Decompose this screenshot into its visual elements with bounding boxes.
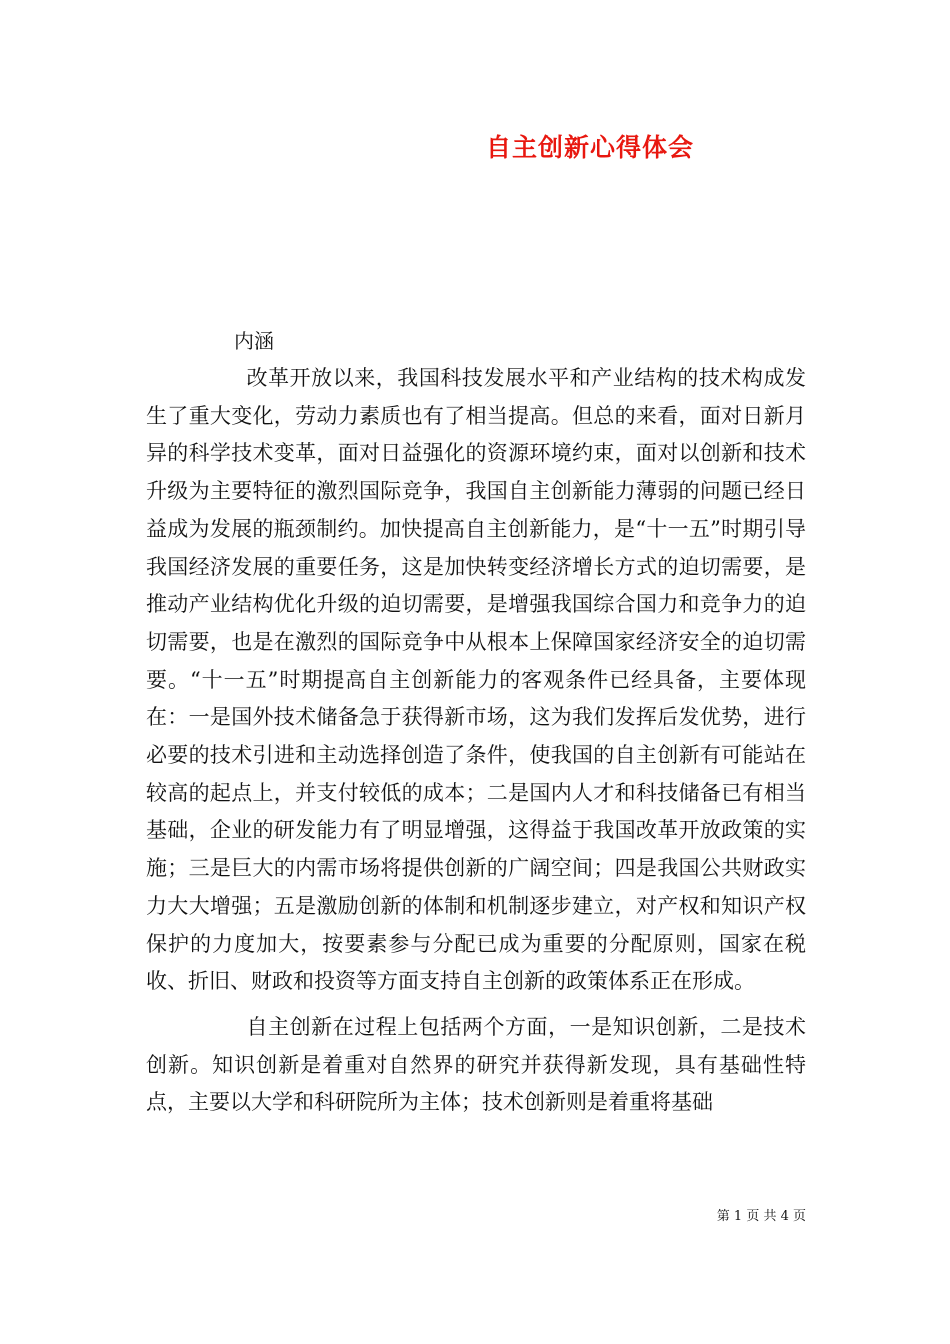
paragraph: [146, 1009, 806, 1122]
page-footer: 第 1 页 共 4 页: [716, 1209, 806, 1224]
section-heading: 内涵: [234, 329, 274, 353]
document-title: 自主创新心得体会: [485, 133, 694, 162]
document-body: [146, 360, 806, 1122]
paragraph-text: 自主创新在过程上包括两个方面，一是知识创新，二是技术创新。知识创新是着重对自然界的研究并获得新发现，具有基础性特点，主要以大学和科研院所为主体；技术创新则是着重将基础: [146, 1014, 806, 1115]
paragraph-text: 改革开放以来，我国科技发展水平和产业结构的技术构成发生了重大变化，劳动力素质也有了相当提高。但总的来看，面对日新月异的科学技术变革，面对日益强化的资源环境约束，面对以创新和技术升级为主要特征的激烈国际竞争，我国自主创新能力薄弱的问题已经日益成为发展的瓶颈制约。加快提高自主创新能力，是“十一五”时期引导我国经济发展的重要任务，这是加快转变经济增长方式的迫切需要，是推动产业结构优化升级的迫切需要，是增强我国综合国力和竞争力的迫切需要，也是在激烈的国际竞争中从根本上保障国家经济安全的迫切需要。“十一五”时期提高自主创新能力的客观条件已经具备，主要体现在：一是国外技术储备急于获得新市场，这为我们发挥后发优势，进行必要的技术引进和主动选择创造了条件，使我国的自主创新有可能站在较高的起点上，并支付较低的成本；二是国内人才和科技储备已有相当基础，企业的研发能力有了明显增强，这得益于我国改革开放政策的实施；三是巨大的内需市场将提供创新的广阔空间；四是我国公共财政实力大大增强；五是激励创新的体制和机制逐步建立，对产权和知识产权保护的力度加大，按要素参与分配已成为重要的分配原则，国家在税收、折旧、财政和投资等方面支持自主创新的政策体系正在形成。: [146, 366, 806, 994]
paragraph: [146, 360, 806, 1001]
